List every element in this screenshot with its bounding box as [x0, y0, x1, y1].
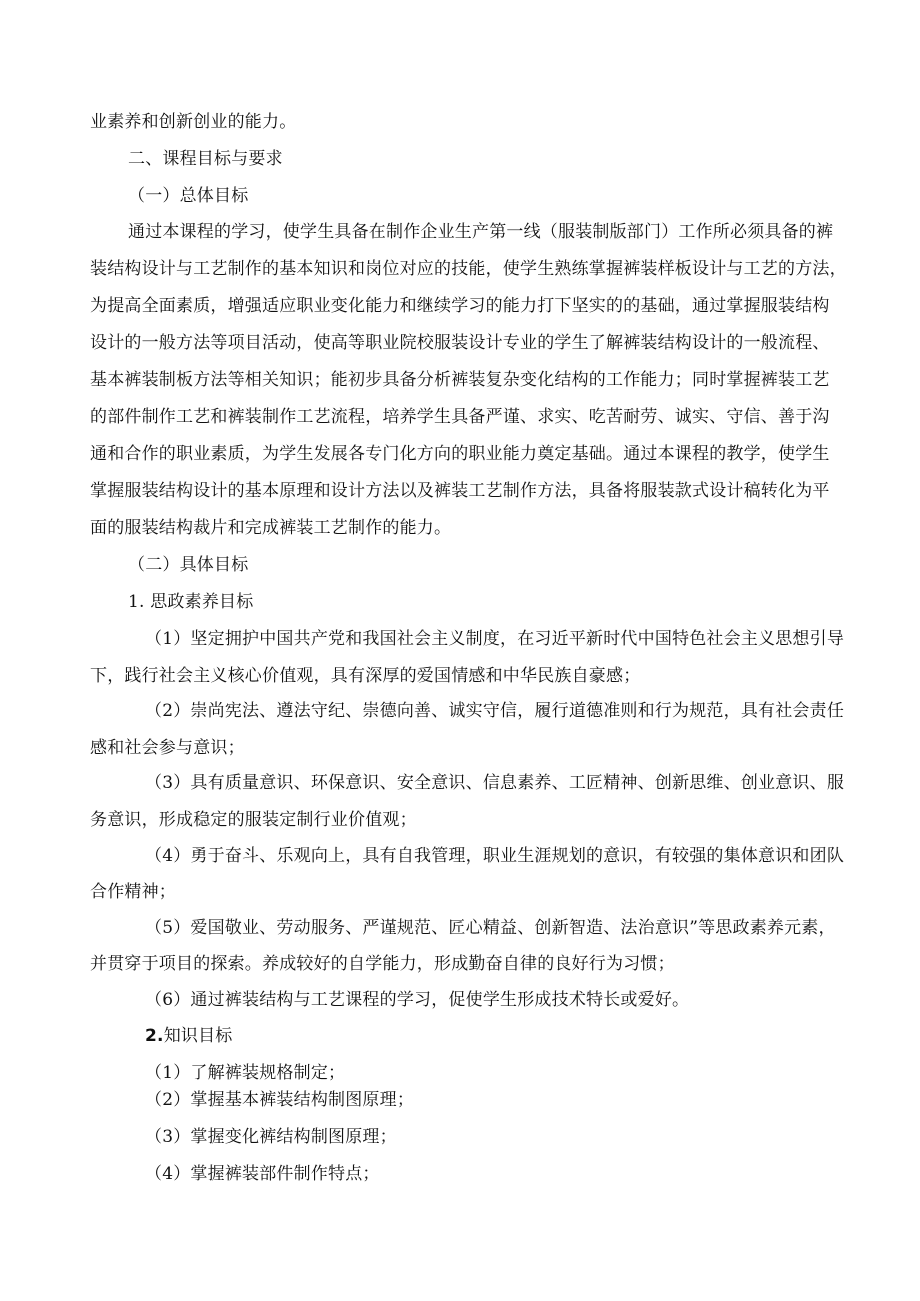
knowledge-item: （3）掌握变化裤结构制图原理； — [145, 1127, 397, 1147]
ideology-item-line: 并贯穿于项目的探索。养成较好的自学能力，形成勤奋自律的良好行为习惯； — [90, 954, 675, 974]
ideology-item-line: （4）勇于奋斗、乐观向上，具有自我管理，职业生涯规划的意识，有较强的集体意识和团队 — [145, 846, 845, 866]
overall-line: 面的服装结构裁片和完成裤装工艺制作的能力。 — [90, 518, 452, 538]
overall-line: 基本裤装制板方法等相关知识；能初步具备分析裤装复杂变化结构的工作能力；同时掌握裤装工艺 — [90, 370, 830, 390]
knowledge-item: （1）了解裤装规格制定； — [145, 1063, 346, 1083]
overall-heading: （一）总体目标 — [128, 186, 249, 206]
ideology-item-line: 感和社会参与意识； — [90, 738, 245, 758]
overall-line: 通和合作的职业素质，为学生发展各专门化方向的职业能力奠定基础。通过本课程的教学，使学生 — [90, 444, 830, 464]
ideology-item-line: 务意识，形成稳定的服装定制行业价值观； — [90, 810, 417, 830]
ideology-item-line: （5）爱国敬业、劳动服务、严谨规范、匠心精益、创新智造、法治意识”等思政素养元素， — [145, 918, 836, 938]
overall-line: 的部件制作工艺和裤装制作工艺流程，培养学生具备严谨、求实、吃苦耐劳、诚实、守信、善于沟 — [90, 407, 830, 427]
overall-line: 为提高全面素质，增强适应职业变化能力和继续学习的能力打下坚实的的基础，通过掌握服装结构 — [90, 296, 830, 316]
section-heading: 二、课程目标与要求 — [128, 149, 283, 169]
knowledge-heading-text: 知识目标 — [163, 1026, 233, 1046]
ideology-item-line: （2）崇尚宪法、遵法守纪、崇德向善、诚实守信，履行道德准则和行为规范，具有社会责任 — [145, 701, 845, 721]
ideology-item-line: （3）具有质量意识、环保意识、安全意识、信息素养、工匠精神、创新思维、创业意识、服 — [145, 773, 845, 793]
ideology-item-line: （6）通过裤装结构与工艺课程的学习，促使学生形成技术特长或爱好。 — [145, 990, 690, 1010]
overall-line: 设计的一般方法等项目活动，使高等职业院校服装设计专业的学生了解裤装结构设计的一般流程、 — [90, 333, 830, 353]
knowledge-heading-number: 2. — [145, 1026, 164, 1046]
ideology-item-line: （1）坚定拥护中国共产党和我国社会主义制度，在习近平新时代中国特色社会主义思想引导 — [145, 629, 845, 649]
specific-heading: （二）具体目标 — [128, 555, 249, 575]
overall-line: 掌握服装结构设计的基本原理和设计方法以及裤装工艺制作方法，具备将服装款式设计稿转化为平 — [90, 481, 830, 501]
intro-tail-line: 业素养和创新创业的能力。 — [90, 112, 297, 132]
overall-line: 通过本课程的学习，使学生具备在制作企业生产第一线（服装制版部门）工作所必须具备的裤 — [128, 222, 834, 242]
overall-line: 装结构设计与工艺制作的基本知识和岗位对应的技能，使学生熟练掌握裤装样板设计与工艺的方法， — [90, 259, 847, 279]
ideology-item-line: 下，践行社会主义核心价值观，具有深厚的爱国情感和中华民族自豪感； — [90, 666, 641, 686]
ideology-heading: 1. 思政素养目标 — [128, 592, 254, 612]
knowledge-item: （2）掌握基本裤装结构制图原理； — [145, 1090, 415, 1110]
knowledge-heading — [145, 1025, 233, 1047]
ideology-item-line: 合作精神； — [90, 882, 176, 902]
knowledge-item: （4）掌握裤装部件制作特点； — [145, 1164, 380, 1184]
